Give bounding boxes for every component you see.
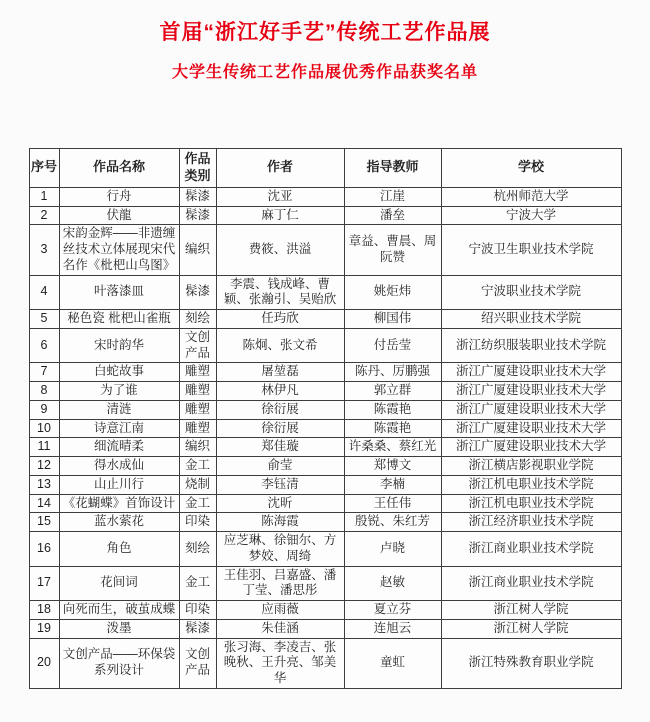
cell-school: 浙江商业职业技术学院	[441, 532, 621, 567]
awards-table	[29, 148, 622, 689]
cell-category: 文创产品	[179, 328, 216, 363]
cell-seq: 19	[29, 619, 59, 638]
table-header-row	[29, 149, 621, 188]
cell-seq: 10	[29, 419, 59, 438]
cell-seq: 17	[29, 566, 59, 601]
cell-category: 印染	[179, 601, 216, 620]
table-row	[29, 275, 621, 310]
cell-author: 李震、钱成峰、曹颖、张瀚引、吴贻欣	[216, 275, 344, 310]
cell-author: 应雨薇	[216, 601, 344, 620]
cell-category: 髹漆	[179, 619, 216, 638]
cell-seq: 8	[29, 382, 59, 401]
cell-seq: 5	[29, 310, 59, 329]
cell-category: 雕塑	[179, 419, 216, 438]
cell-school: 浙江机电职业技术学院	[441, 494, 621, 513]
cell-work-title: 宋时韵华	[59, 328, 179, 363]
cell-author: 沈昕	[216, 494, 344, 513]
page-subtitle: 大学生传统工艺作品展优秀作品获奖名单	[171, 64, 478, 81]
cell-teacher: 李楠	[344, 475, 441, 494]
cell-author: 李钰清	[216, 475, 344, 494]
cell-work-title: 诗意江南	[59, 419, 179, 438]
table-row	[29, 494, 621, 513]
cell-teacher: 王任伟	[344, 494, 441, 513]
cell-seq: 7	[29, 363, 59, 382]
cell-teacher: 许桑桑、蔡红光	[344, 438, 441, 457]
cell-work-title: 秘色瓷 枇杷山雀瓶	[59, 310, 179, 329]
table-row	[29, 601, 621, 620]
column-header: 作品类别	[179, 149, 216, 188]
cell-school: 浙江机电职业技术学院	[441, 475, 621, 494]
cell-seq: 2	[29, 206, 59, 225]
cell-seq: 20	[29, 638, 59, 688]
cell-school: 浙江广厦建设职业技术大学	[441, 438, 621, 457]
cell-category: 雕塑	[179, 400, 216, 419]
cell-school: 浙江树人学院	[441, 601, 621, 620]
cell-work-title: 向死而生，破茧成蝶	[59, 601, 179, 620]
cell-work-title: 得水成仙	[59, 457, 179, 476]
cell-work-title: 细流晴柔	[59, 438, 179, 457]
cell-seq: 18	[29, 601, 59, 620]
cell-work-title: 清涟	[59, 400, 179, 419]
cell-teacher: 卢晓	[344, 532, 441, 567]
cell-author: 朱佳涵	[216, 619, 344, 638]
cell-school: 杭州师范大学	[441, 187, 621, 206]
cell-category: 编织	[179, 225, 216, 275]
cell-work-title: 角色	[59, 532, 179, 567]
cell-teacher: 付岳莹	[344, 328, 441, 363]
table-row	[29, 638, 621, 688]
cell-work-title: 白蛇故事	[59, 363, 179, 382]
cell-author: 俞莹	[216, 457, 344, 476]
cell-school: 浙江经济职业技术学院	[441, 513, 621, 532]
cell-author: 徐衍展	[216, 419, 344, 438]
table-row	[29, 382, 621, 401]
cell-author: 张习海、李凌吉、张晚秋、王升亮、邹美华	[216, 638, 344, 688]
cell-seq: 13	[29, 475, 59, 494]
cell-category: 髹漆	[179, 187, 216, 206]
table-row	[29, 457, 621, 476]
cell-work-title: 《花蝴蝶》首饰设计	[59, 494, 179, 513]
cell-seq: 14	[29, 494, 59, 513]
cell-seq: 3	[29, 225, 59, 275]
cell-work-title: 伏龍	[59, 206, 179, 225]
cell-seq: 6	[29, 328, 59, 363]
cell-category: 雕塑	[179, 382, 216, 401]
cell-school: 浙江广厦建设职业技术大学	[441, 363, 621, 382]
cell-work-title: 花间词	[59, 566, 179, 601]
table-row	[29, 206, 621, 225]
cell-category: 髹漆	[179, 275, 216, 310]
cell-teacher: 连旭云	[344, 619, 441, 638]
cell-category: 金工	[179, 457, 216, 476]
cell-category: 金工	[179, 566, 216, 601]
cell-seq: 9	[29, 400, 59, 419]
cell-author: 应芝琳、徐钿尔、方梦姣、周绮	[216, 532, 344, 567]
table-row	[29, 225, 621, 275]
table-row	[29, 187, 621, 206]
cell-seq: 11	[29, 438, 59, 457]
table-row	[29, 619, 621, 638]
cell-teacher: 柳国伟	[344, 310, 441, 329]
cell-teacher: 陈丹、厉鹏强	[344, 363, 441, 382]
cell-category: 编织	[179, 438, 216, 457]
column-header: 作者	[216, 149, 344, 188]
table-row	[29, 419, 621, 438]
cell-work-title: 宋韵金辉——非遗缠丝技术立体展现宋代名作《枇杷山鸟图》	[59, 225, 179, 275]
cell-school: 浙江特殊教育职业学院	[441, 638, 621, 688]
cell-school: 浙江广厦建设职业技术大学	[441, 382, 621, 401]
table-row	[29, 363, 621, 382]
table-body	[29, 187, 621, 688]
cell-category: 烧制	[179, 475, 216, 494]
cell-teacher: 章益、曹晨、周阮赞	[344, 225, 441, 275]
cell-work-title: 文创产品——环保袋系列设计	[59, 638, 179, 688]
cell-author: 沈亚	[216, 187, 344, 206]
cell-author: 陈海霞	[216, 513, 344, 532]
cell-seq: 16	[29, 532, 59, 567]
column-header: 作品名称	[59, 149, 179, 188]
column-header: 指导教师	[344, 149, 441, 188]
cell-school: 宁波卫生职业技术学院	[441, 225, 621, 275]
table-row	[29, 532, 621, 567]
page-title: 首届“浙江好手艺”传统工艺作品展	[159, 21, 491, 44]
cell-work-title: 山止川行	[59, 475, 179, 494]
cell-category: 金工	[179, 494, 216, 513]
cell-teacher: 潘垒	[344, 206, 441, 225]
cell-teacher: 江崖	[344, 187, 441, 206]
cell-teacher: 童虹	[344, 638, 441, 688]
cell-author: 麻丁仁	[216, 206, 344, 225]
column-header: 序号	[29, 149, 59, 188]
cell-author: 任玙欣	[216, 310, 344, 329]
cell-category: 髹漆	[179, 206, 216, 225]
cell-work-title: 泼墨	[59, 619, 179, 638]
cell-school: 绍兴职业技术学院	[441, 310, 621, 329]
cell-teacher: 陈霞艳	[344, 419, 441, 438]
cell-author: 王佳羽、吕嘉盛、潘丁莹、潘思彤	[216, 566, 344, 601]
cell-seq: 1	[29, 187, 59, 206]
cell-teacher: 郭立群	[344, 382, 441, 401]
table-row	[29, 310, 621, 329]
table-row	[29, 400, 621, 419]
table-row	[29, 566, 621, 601]
cell-category: 雕塑	[179, 363, 216, 382]
cell-teacher: 陈霞艳	[344, 400, 441, 419]
column-header: 学校	[441, 149, 621, 188]
cell-school: 宁波大学	[441, 206, 621, 225]
cell-teacher: 郑博文	[344, 457, 441, 476]
cell-author: 陈炯、张文希	[216, 328, 344, 363]
cell-category: 刻绘	[179, 310, 216, 329]
cell-school: 浙江广厦建设职业技术大学	[441, 400, 621, 419]
cell-work-title: 叶落漆皿	[59, 275, 179, 310]
cell-school: 浙江树人学院	[441, 619, 621, 638]
cell-teacher: 姚炬炜	[344, 275, 441, 310]
cell-work-title: 为了谁	[59, 382, 179, 401]
cell-school: 宁波职业技术学院	[441, 275, 621, 310]
cell-work-title: 蓝水萦花	[59, 513, 179, 532]
table-row	[29, 328, 621, 363]
cell-work-title: 行舟	[59, 187, 179, 206]
cell-teacher: 赵敏	[344, 566, 441, 601]
cell-school: 浙江纺织服装职业技术学院	[441, 328, 621, 363]
cell-seq: 4	[29, 275, 59, 310]
cell-seq: 15	[29, 513, 59, 532]
cell-teacher: 夏立芬	[344, 601, 441, 620]
table-row	[29, 475, 621, 494]
cell-author: 费筱、洪溢	[216, 225, 344, 275]
cell-author: 郑佳璇	[216, 438, 344, 457]
cell-school: 浙江商业职业技术学院	[441, 566, 621, 601]
cell-category: 印染	[179, 513, 216, 532]
table-row	[29, 438, 621, 457]
table-row	[29, 513, 621, 532]
cell-author: 林伊凡	[216, 382, 344, 401]
cell-author: 屠堃磊	[216, 363, 344, 382]
cell-teacher: 殷锐、朱红芳	[344, 513, 441, 532]
cell-author: 徐衍展	[216, 400, 344, 419]
cell-category: 文创产品	[179, 638, 216, 688]
cell-seq: 12	[29, 457, 59, 476]
cell-school: 浙江广厦建设职业技术大学	[441, 419, 621, 438]
cell-school: 浙江横店影视职业学院	[441, 457, 621, 476]
cell-category: 刻绘	[179, 532, 216, 567]
